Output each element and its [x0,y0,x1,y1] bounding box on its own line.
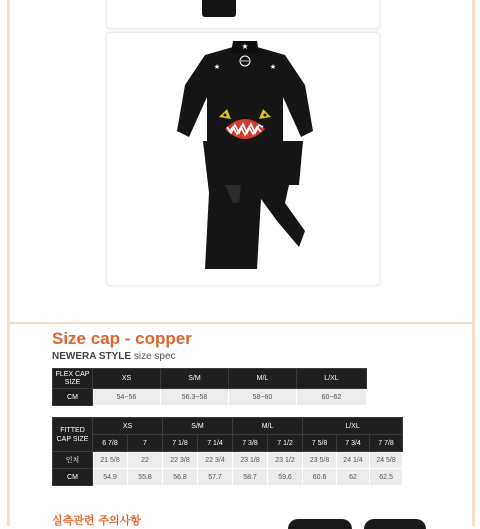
tracksuit-image [107,33,379,285]
flex-header-cell: L/XL [297,369,367,389]
flex-cell: 60~62 [297,389,367,406]
fitted-cell: 57.7 [198,469,233,486]
section-title: Size cap - copper [52,329,192,348]
fitted-cell: 22 3/8 [163,452,198,469]
flex-row-label: CM [53,389,93,406]
fitted-size-cell: 7 1/8 [163,435,198,452]
fitted-size-cell: 7 1/4 [198,435,233,452]
fitted-cell: 54.9 [93,469,128,486]
fitted-cell: 23 1/2 [268,452,303,469]
fitted-cell: 55.8 [128,469,163,486]
flex-size-table [52,368,367,406]
fitted-cell: 24 1/4 [337,452,370,469]
fitted-cell: 24 5/8 [370,452,403,469]
section-subtitle [52,351,176,362]
frame-left-border [7,0,10,526]
pants [203,141,305,269]
fitted-group-cell: XS [93,418,163,435]
fitted-cell: 22 [128,452,163,469]
fitted-size-cell: 7 3/8 [233,435,268,452]
flex-cell: 58~60 [229,389,297,406]
garment-hem [202,0,236,17]
fitted-group-cell: M/L [233,418,303,435]
fitted-cell: 60.6 [303,469,337,486]
fitted-cell: 58.7 [233,469,268,486]
fitted-size-table [52,417,403,486]
fitted-size-cell: 7 7/8 [370,435,403,452]
fitted-row-label: 인치 [53,452,93,469]
flex-cell: 56.3~58 [161,389,229,406]
caution-heading: 실측관련 주의사항 [52,514,141,527]
fitted-cell: 59.6 [268,469,303,486]
collar-star-icon: ★ [241,42,249,51]
fitted-cell: 62.5 [370,469,403,486]
fitted-group-cell: L/XL [303,418,403,435]
flex-header-cell: S/M [161,369,229,389]
fitted-size-cell: 7 1/2 [268,435,303,452]
shoulder-star-left-icon: ★ [213,63,221,71]
fitted-cell: 23 5/8 [303,452,337,469]
fitted-cell: 23 1/8 [233,452,268,469]
fitted-cell: 62 [337,469,370,486]
fitted-row-label: CM [53,469,93,486]
product-card-tracksuit [106,32,380,286]
fitted-size-cell: 7 5/8 [303,435,337,452]
cap-image-right [364,519,426,529]
fitted-cell: 21 5/8 [93,452,128,469]
fitted-cell: 22 3/4 [198,452,233,469]
flex-header-label: FLEX CAP SIZE [53,369,93,389]
cap-image-left [288,519,352,529]
fitted-size-cell: 7 [128,435,163,452]
fitted-cell: 56.8 [163,469,198,486]
flex-cell: 54~56 [93,389,161,406]
fitted-group-cell: S/M [163,418,233,435]
product-card-previous [106,0,380,29]
spec-label: size spec [133,351,176,362]
fitted-header-label: FITTED CAP SIZE [53,418,93,452]
brand-label: NEWERA STYLE [52,351,132,362]
frame-right-border [472,0,475,526]
fitted-size-cell: 6 7/8 [93,435,128,452]
fitted-size-cell: 7 3/4 [337,435,370,452]
section-divider [10,322,472,324]
flex-header-cell: M/L [229,369,297,389]
shoulder-star-right-icon: ★ [269,63,277,71]
flex-header-cell: XS [93,369,161,389]
